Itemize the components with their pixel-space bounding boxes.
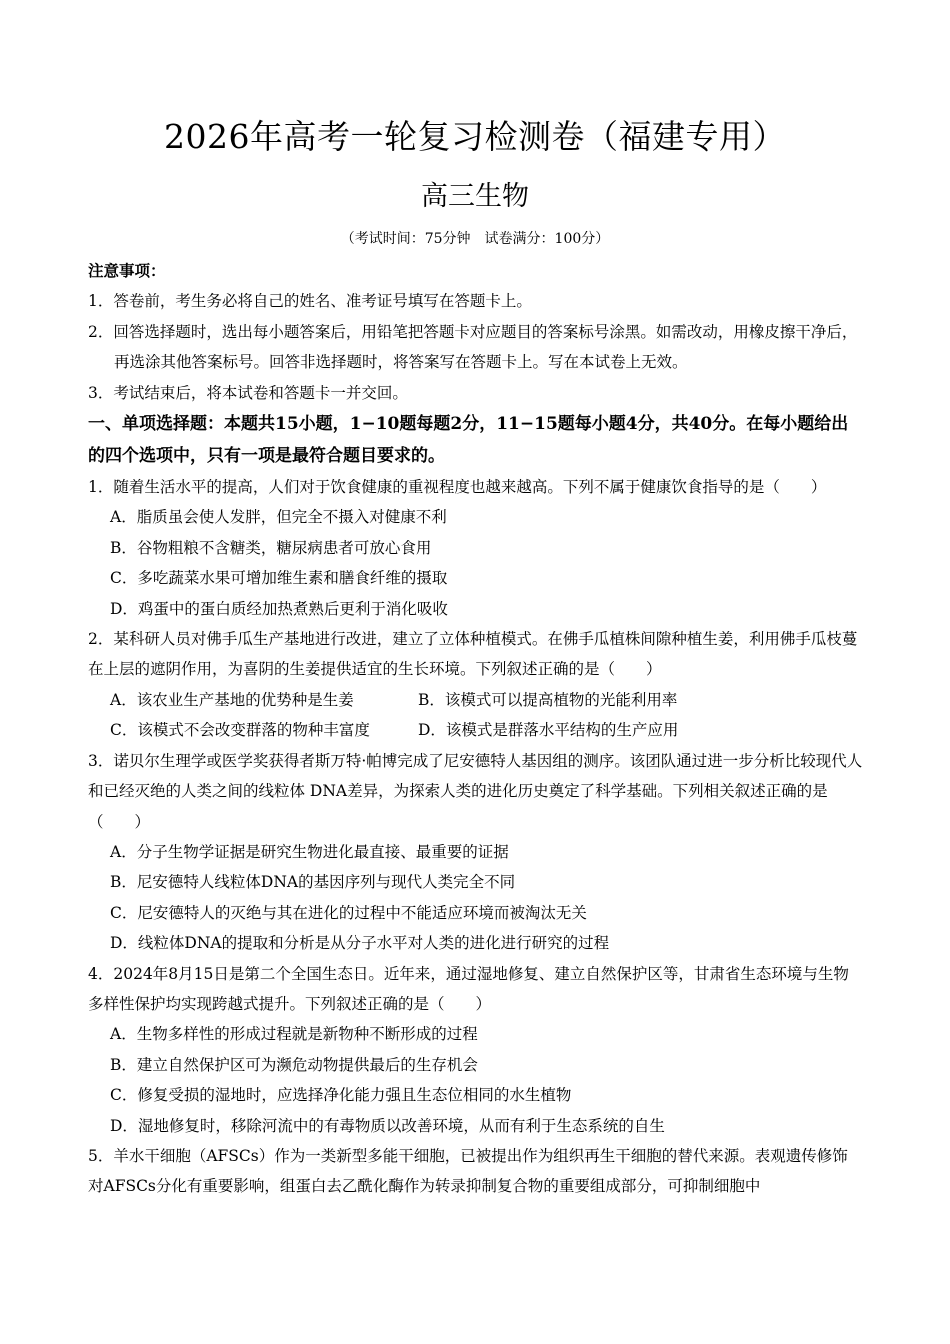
exam-info: （考试时间：75分钟 试卷满分：100分） — [340, 231, 610, 247]
question-option: A．该农业生产基地的优势种是生姜 — [110, 690, 354, 709]
notice-item: 3．考试结束后，将本试卷和答题卡一并交回。 — [88, 383, 408, 402]
question-option: B．该模式可以提高植物的光能利用率 — [418, 690, 678, 709]
question-option: A．分子生物学证据是研究生物进化最直接、最重要的证据 — [110, 842, 509, 861]
notice-heading: 注意事项： — [88, 261, 166, 280]
question-option: A．生物多样性的形成过程就是新物种不断形成的过程 — [110, 1025, 478, 1044]
question-option: C．尼安德特人的灭绝与其在进化的过程中不能适应环境而被淘汰无关 — [110, 903, 587, 922]
option-row — [88, 715, 863, 745]
page-title: 2026年高考一轮复习检测卷（福建专用） — [164, 117, 786, 156]
question-option: C．修复受损的湿地时，应选择净化能力强且生态位相同的水生植物 — [110, 1086, 572, 1105]
question-option: D．鸡蛋中的蛋白质经加热煮熟后更利于消化吸收 — [110, 599, 448, 618]
question-option: B．建立自然保护区可为濒危动物提供最后的生存机会 — [110, 1055, 478, 1074]
notice-item: 2．回答选择题时，选出每小题答案后，用铅笔把答题卡对应题目的答案标号涂黑。如需改动，用橡皮擦干净后，再选涂其他答案标号。回答非选择题时，将答案写在答题卡上。写在本试卷上无效。 — [88, 322, 858, 372]
question-option: C．多吃蔬菜水果可增加维生素和膳食纤维的摄取 — [110, 569, 448, 588]
page-subtitle: 高三生物 — [421, 181, 529, 212]
question-option: B．尼安德特人线粒体DNA的基因序列与现代人类完全不同 — [110, 873, 516, 892]
exam-content — [88, 256, 863, 1202]
section-heading: 一、单项选择题：本题共15小题，1−10题每题2分，11−15题每小题4分，共40分。在每小题给出的四个选项中，只有一项是最符合题目要求的。 — [88, 414, 849, 467]
question-option: A．脂质虽会使人发胖，但完全不摄入对健康不利 — [110, 508, 447, 527]
question-option: D．该模式是群落水平结构的生产应用 — [418, 721, 679, 740]
notice-item: 1．答卷前，考生务必将自己的姓名、准考证号填写在答题卡上。 — [88, 292, 532, 311]
question-stem: 1．随着生活水平的提高，人们对于饮食健康的重视程度也越来越高。下列不属于健康饮食指导的是（ ） — [88, 478, 827, 497]
question-option: D．线粒体DNA的提取和分析是从分子水平对人类的进化进行研究的过程 — [110, 934, 610, 953]
question-stem: 4．2024年8月15日是第二个全国生态日。近年来，通过湿地修复、建立自然保护区等，甘肃省生态环境与生物多样性保护均实现跨越式提升。下列叙述正确的是（ ） — [88, 964, 849, 1013]
question-option: D．湿地修复时，移除河流中的有毒物质以改善环境，从而有利于生态系统的自生 — [110, 1116, 665, 1135]
question-stem: 3．诺贝尔生理学或医学奖获得者斯万特·帕博完成了尼安德特人基因组的测序。该团队通过进一步分析比较现代人和已经灭绝的人类之间的线粒体 DNA差异，为探索人类的进化历史奠定了科学基础。下列相关叙述正确的是（ ） — [88, 751, 863, 831]
question-stem: 5．羊水干细胞（AFSCs）作为一类新型多能干细胞，已被提出作为组织再生干细胞的替代来源。表观遗传修饰对AFSCs分化有重要影响，组蛋白去乙酰化酶作为转录抑制复合物的重要组成部分，可抑制细胞中 — [88, 1146, 848, 1196]
question-option: B．谷物粗粮不含糖类，糖尿病患者可放心食用 — [110, 538, 432, 557]
option-row — [88, 685, 863, 715]
question-stem: 2．某科研人员对佛手瓜生产基地进行改进，建立了立体种植模式。在佛手瓜植株间隙种植生姜，利用佛手瓜枝蔓在上层的遮阴作用，为喜阴的生姜提供适宜的生长环境。下列叙述正确的是（ ） — [88, 630, 858, 679]
question-option: C．该模式不会改变群落的物种丰富度 — [110, 721, 370, 740]
